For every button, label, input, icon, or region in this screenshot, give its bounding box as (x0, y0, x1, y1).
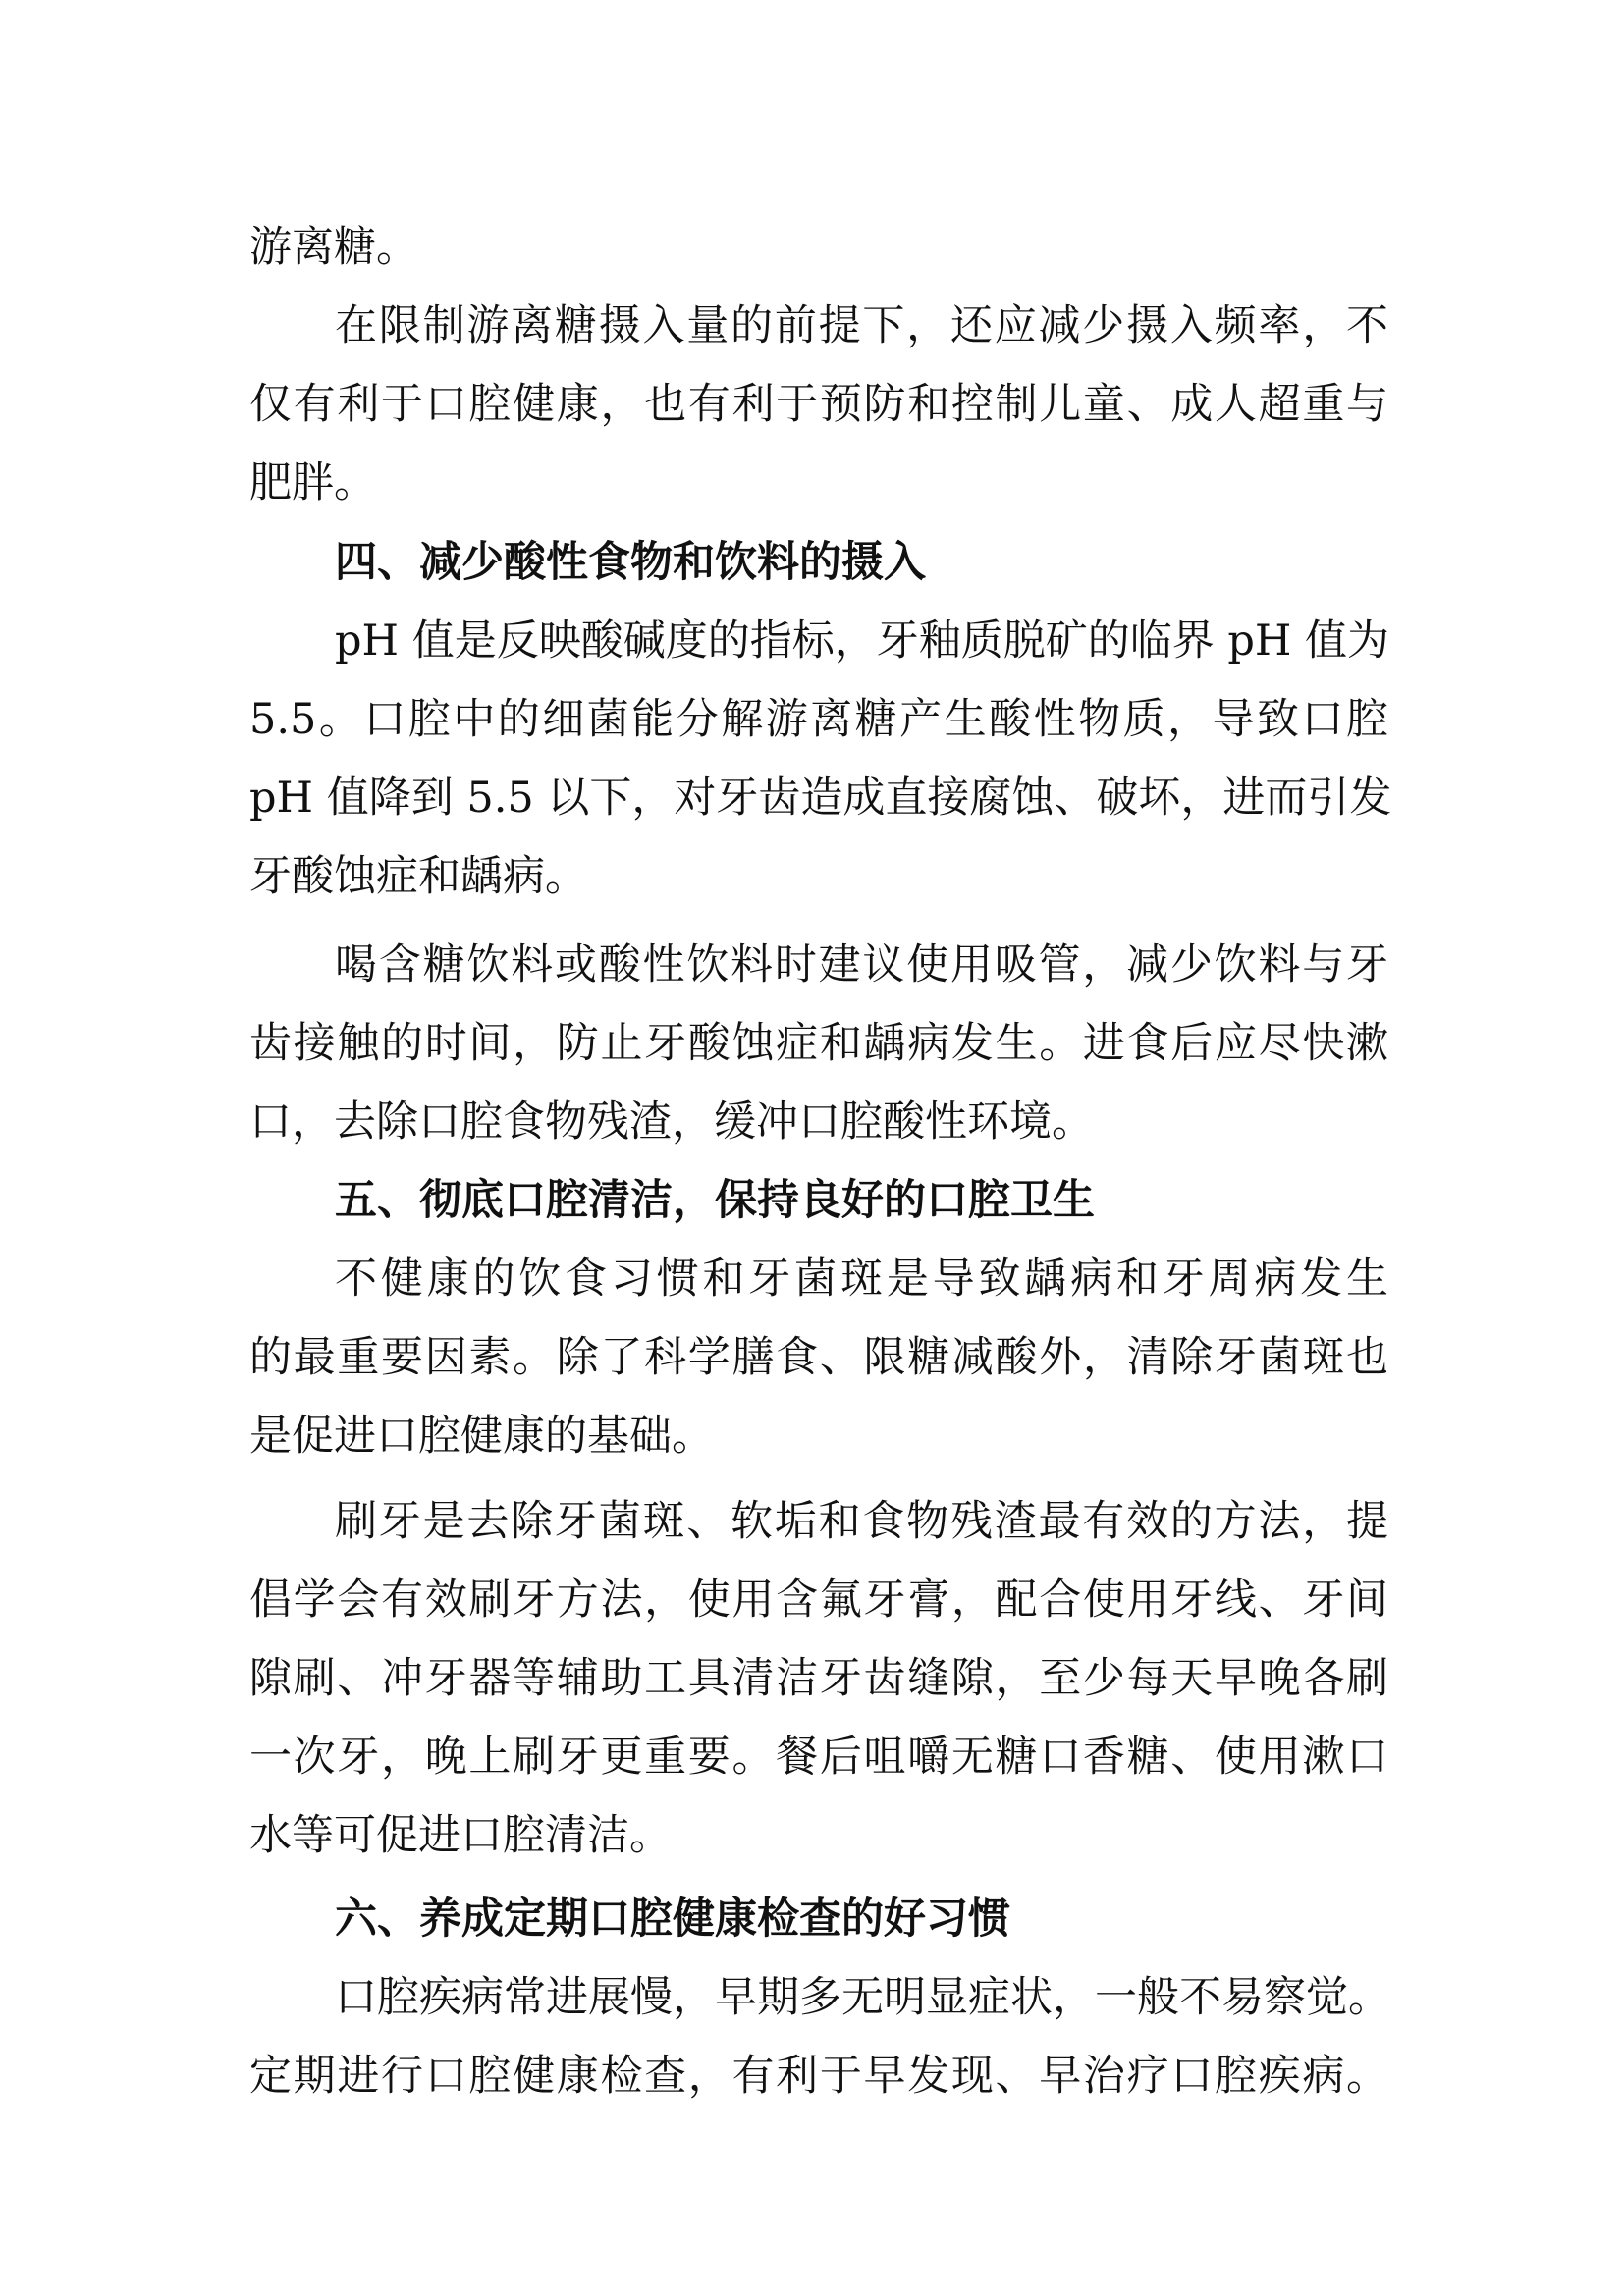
paragraph-line: pH 值是反映酸碱度的指标，牙釉质脱矿的临界 pH 值为 (335, 616, 1390, 666)
paragraph-line: pH 值降到 5.5 以下，对牙齿造成直接腐蚀、破坏，进而引发 (249, 774, 1392, 823)
paragraph-line: 游离糖。 (249, 223, 418, 272)
paragraph-line: 不健康的饮食习惯和牙菌斑是导致龋病和牙周病发生 (335, 1255, 1388, 1304)
paragraph-line: 一次牙，晚上刷牙更重要。餐后咀嚼无糖口香糖、使用漱口 (249, 1733, 1388, 1782)
paragraph-line: 5.5。口腔中的细菌能分解游离糖产生酸性物质，导致口腔 (249, 695, 1388, 744)
paragraph-line: 喝含糖饮料或酸性饮料时建议使用吸管，减少饮料与牙 (335, 940, 1388, 989)
paragraph-line: 在限制游离糖摄入量的前提下，还应减少摄入频率，不 (335, 301, 1388, 350)
paragraph-line: 肥胖。 (249, 458, 376, 507)
paragraph-line: 仅有利于口腔健康，也有利于预防和控制儿童、成人超重与 (249, 380, 1388, 429)
section-heading-5: 五、彻底口腔清洁，保持良好的口腔卫生 (335, 1176, 1095, 1225)
paragraph-line: 隙刷、冲牙器等辅助工具清洁牙齿缝隙，至少每天早晚各刷 (249, 1654, 1388, 1703)
paragraph-line: 倡学会有效刷牙方法，使用含氟牙膏，配合使用牙线、牙间 (249, 1575, 1388, 1625)
paragraph-line: 口，去除口腔食物残渣，缓冲口腔酸性环境。 (249, 1097, 1094, 1147)
paragraph-line: 定期进行口腔健康检查，有利于早发现、早治疗口腔疾病。 (249, 2052, 1388, 2101)
section-heading-4: 四、减少酸性食物和饮料的摄入 (335, 538, 926, 587)
paragraph-line: 刷牙是去除牙菌斑、软垢和食物残渣最有效的方法，提 (335, 1497, 1388, 1546)
paragraph-line: 牙酸蚀症和龋病。 (249, 852, 587, 901)
paragraph-line: 口腔疾病常进展慢，早期多无明显症状，一般不易察觉。 (335, 1973, 1390, 2022)
paragraph-line: 是促进口腔健康的基础。 (249, 1412, 714, 1461)
paragraph-line: 齿接触的时间，防止牙酸蚀症和龋病发生。进食后应尽快漱 (249, 1019, 1388, 1068)
paragraph-line: 水等可促进口腔清洁。 (249, 1811, 672, 1860)
paragraph-line: 的最重要因素。除了科学膳食、限糖减酸外，清除牙菌斑也 (249, 1333, 1388, 1382)
section-heading-6: 六、养成定期口腔健康检查的好习惯 (335, 1895, 1010, 1944)
